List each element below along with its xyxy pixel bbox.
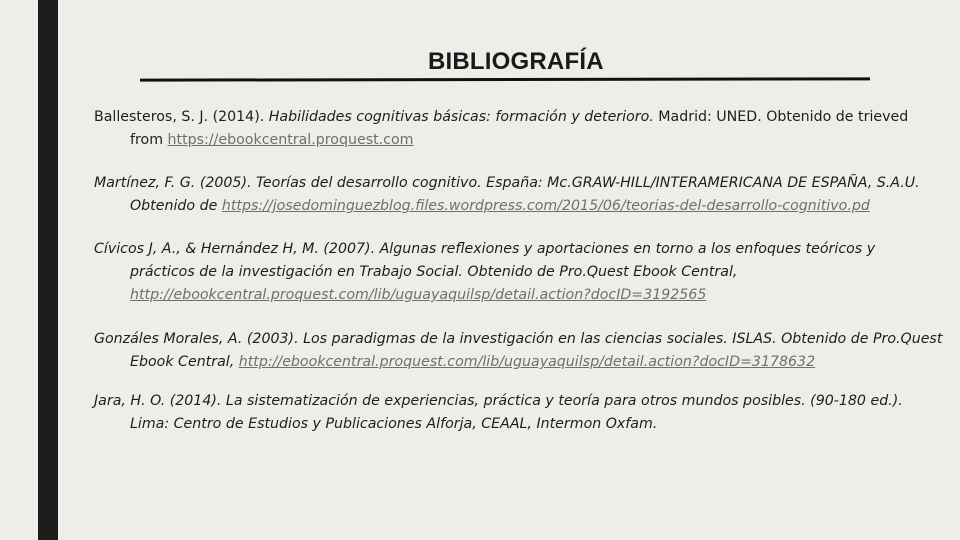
reference-link[interactable]: https://ebookcentral.proquest.com <box>167 132 414 148</box>
reference-author: Ballesteros, S. J. (2014). <box>94 109 269 125</box>
reference-item <box>94 106 944 152</box>
reference-item <box>94 328 944 374</box>
reference-item <box>94 172 944 218</box>
reference-text: Madrid: UNED. Obtenido de trieved from <box>130 109 909 148</box>
reference-item <box>94 238 944 307</box>
reference-list <box>94 106 944 456</box>
reference-link[interactable]: http://ebookcentral.proquest.com/lib/uguayaquilsp/detail.action?docID=3192565 <box>130 287 707 303</box>
reference-item <box>94 390 944 436</box>
slide-title: BIBLIOGRAFÍA <box>428 48 604 75</box>
reference-link[interactable]: https://josedominguezblog.files.wordpress.com/2015/06/teorias-del-desarrollo-cognitivo.pd <box>221 198 870 214</box>
reference-text: Martínez, F. G. (2005). Teorías del desarrollo cognitivo. España: Mc.GRAW-HILL/INTERAMERICANA DE ESPAÑA, S.A.U. Obtenido de <box>94 175 920 214</box>
reference-text: Cívicos J, A., & Hernández H, M. (2007). Algunas reflexiones y aportaciones en torno a los enfoques teóricos y prácticos de la investigación en Trabajo Social. Obtenido de Pro.Quest Ebook Central, <box>94 241 876 280</box>
left-accent-bar <box>38 0 58 540</box>
reference-text: Jara, H. O. (2014). La sistematización de experiencias, práctica y teoría para otros mundos posibles. (90-180 ed.). Lima: Centro de Estudios y Publicaciones Alforja, CEAAL, Intermon Oxfam. <box>94 393 903 432</box>
reference-link[interactable]: http://ebookcentral.proquest.com/lib/uguayaquilsp/detail.action?docID=3178632 <box>238 354 816 370</box>
reference-title: Habilidades cognitivas básicas: formación y deterioro. <box>268 109 654 125</box>
reference-text: Gonzáles Morales, A. (2003). Los paradigmas de la investigación en las ciencias sociales. ISLAS. Obtenido de Pro.Quest Ebook Central, <box>94 331 943 370</box>
title-underline <box>140 77 870 81</box>
